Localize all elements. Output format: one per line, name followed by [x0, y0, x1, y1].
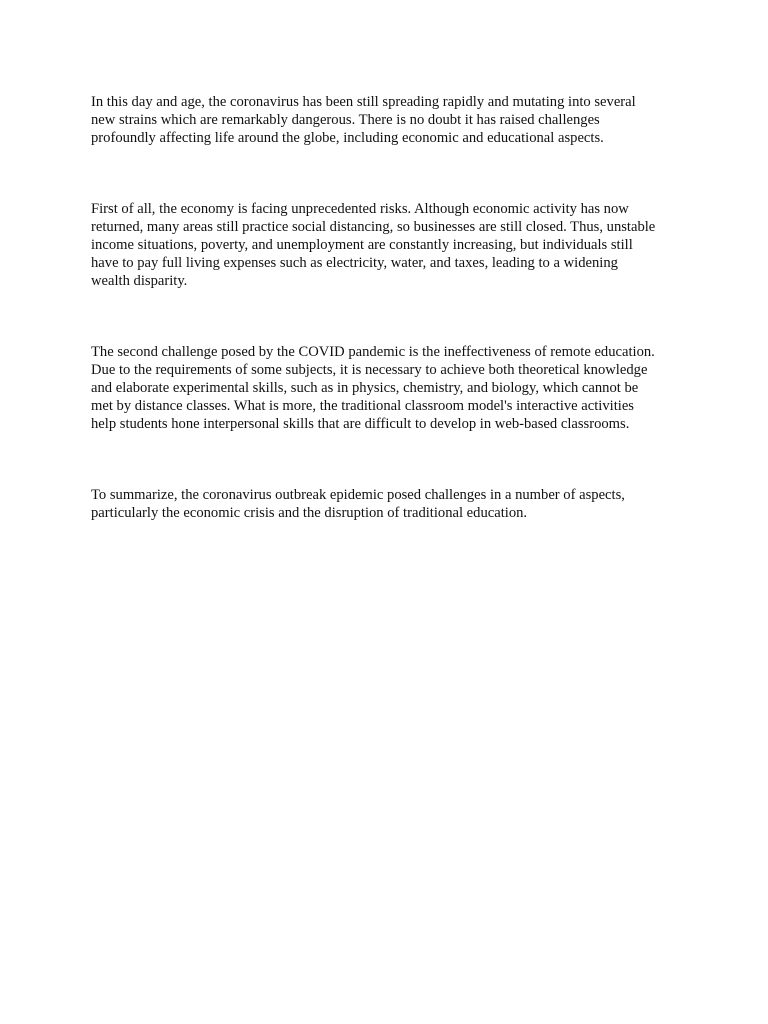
paragraph-education: The second challenge posed by the COVID pandemic is the ineffectiveness of remote education. Due to the requirements of some subjects, it is necessary to achieve both theoretical knowledge and elaborate experimental skills, such as in physics, chemistry, and biology, which cannot be met by distance classes. What is more, the traditional classroom model's interactive activities help students hone interpersonal skills that are difficult to develop in web-based classrooms.: [91, 344, 655, 432]
paragraph-conclusion: To summarize, the coronavirus outbreak epidemic posed challenges in a number of aspects, particularly the economic crisis and the disruption of traditional education.: [91, 487, 625, 521]
paragraph-introduction: In this day and age, the coronavirus has been still spreading rapidly and mutating into several new strains which are remarkably dangerous. There is no doubt it has raised challenges profoundly affecting life around the globe, including economic and educational aspects.: [91, 94, 636, 146]
paragraph-economy: First of all, the economy is facing unprecedented risks. Although economic activity has now returned, many areas still practice social distancing, so businesses are still closed. Thus, unstable income situations, poverty, and unemployment are constantly increasing, but individuals still have to pay full living expenses such as electricity, water, and taxes, leading to a widening wealth disparity.: [91, 201, 656, 289]
